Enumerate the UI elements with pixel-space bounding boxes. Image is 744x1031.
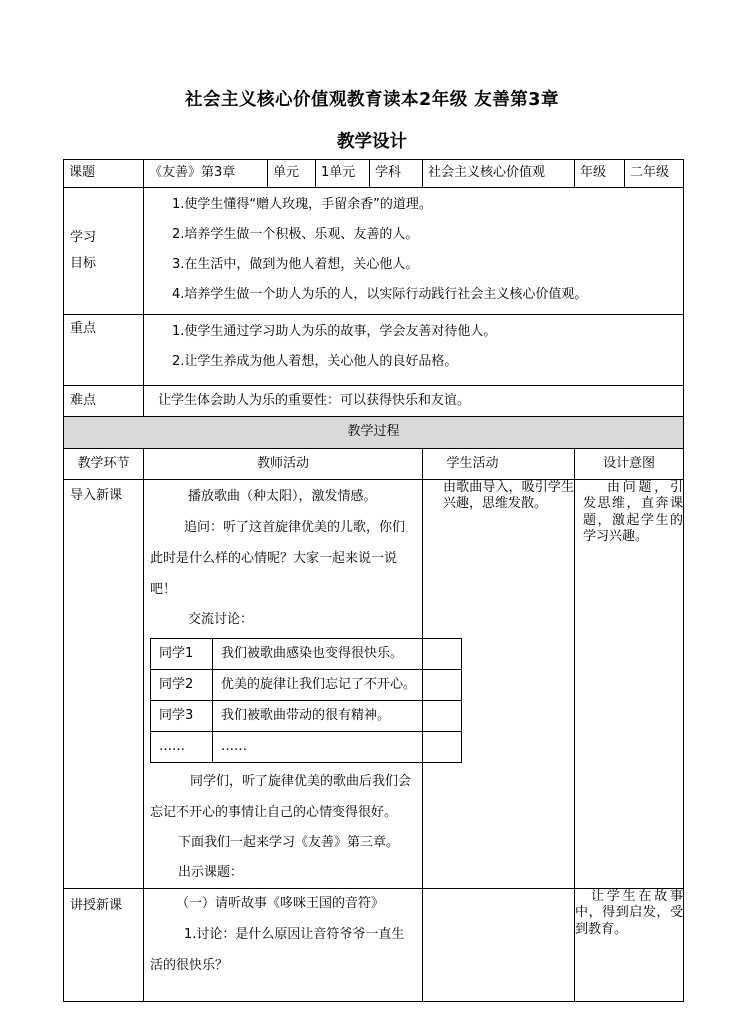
discussion-text: 优美的旋律让我们忘记了不开心。: [213, 670, 462, 701]
goals-row: [64, 188, 684, 315]
difficulty-row: [64, 386, 684, 417]
goal-item: 3.在生活中，做到为他人着想，关心他人。: [172, 257, 419, 272]
lecture-design-intent: [575, 889, 684, 1002]
topic-value: 《友善》第3章: [144, 160, 268, 188]
lecture-paragraph: （一）请听故事《哆咪王国的音符》: [176, 896, 385, 911]
discussion-who: ……: [151, 732, 213, 763]
discussion-row: [151, 670, 462, 701]
intro-paragraph: 交流讨论：: [188, 612, 254, 627]
keypoints-content: [144, 315, 684, 386]
columns-row: [64, 449, 684, 480]
lecture-discussion-text: 1.讨论：是什么原因让音符爷爷一直生活的很快乐？: [150, 927, 405, 973]
goals-label: [64, 188, 144, 315]
lecture-teacher-activity: [144, 889, 423, 1002]
discussion-row: [151, 701, 462, 732]
discussion-who: 同学3: [151, 701, 213, 732]
keypoint-item: 1.使学生通过学习助人为乐的故事，学会友善对待他人。: [172, 324, 497, 339]
goal-item: 2.培养学生做一个积极、乐观、友善的人。: [172, 227, 419, 242]
subject-value: 社会主义核心价值观: [423, 160, 575, 188]
intro-paragraph: 下面我们一起来学习《友善》第三章。: [178, 835, 400, 850]
subject-label: 学科: [370, 160, 423, 188]
discussion-who: 同学1: [151, 639, 213, 670]
document-title: 社会主义核心价值观教育读本2年级 友善第3章: [185, 90, 559, 110]
intro-paragraph: 出示课题：: [178, 865, 244, 880]
header-row: [64, 160, 684, 188]
goals-content: [144, 188, 684, 315]
grade-label: 年级: [575, 160, 625, 188]
keypoint-item: 2.让学生养成为他人着想，关心他人的良好品格。: [172, 354, 458, 369]
lecture-student-activity: [423, 889, 575, 1002]
discussion-who: 同学2: [151, 670, 213, 701]
lecture-stage-text: 讲授新课: [70, 898, 123, 913]
intro-paragraph: 播放歌曲（种太阳），激发情感。: [188, 489, 377, 504]
unit-value: 1单元: [316, 160, 370, 188]
intro-student-activity: 由歌曲导入，吸引学生兴趣，思维发散。: [423, 480, 575, 889]
process-title-row: [64, 417, 684, 449]
lecture-paragraph: [144, 919, 422, 981]
intro-teacher-activity: [144, 480, 423, 889]
col-design: 设计意图: [575, 449, 684, 480]
intro-stage: 导入新课: [64, 480, 144, 889]
process-title: 教学过程: [64, 417, 684, 449]
unit-label: 单元: [268, 160, 316, 188]
difficulty-content: [144, 386, 684, 417]
lecture-stage: [64, 889, 144, 1002]
intro-paragraph: [144, 766, 422, 828]
discussion-text: 我们被歌曲带动的很有精神。: [213, 701, 462, 732]
lecture-design-text: 让学生在故事中，得到启发，受到教育。: [575, 889, 683, 937]
discussion-row: [151, 639, 462, 670]
intro-question-text: 追问：听了这首旋律优美的儿歌，你们此时是什么样的心情呢？大家一起来说一说吧！: [150, 520, 406, 597]
goals-label-line2: 目标: [70, 256, 97, 271]
difficulty-label: 难点: [64, 386, 144, 417]
topic-label: 课题: [64, 160, 144, 188]
discussion-text: ……: [213, 732, 462, 763]
grade-value: 二年级: [625, 160, 684, 188]
intro-paragraph: [144, 512, 422, 605]
col-stage: 教学环节: [64, 449, 144, 480]
discussion-text: 我们被歌曲感染也变得很快乐。: [213, 639, 462, 670]
intro-design-intent: [575, 480, 684, 889]
goal-item: 4.培养学生做一个助人为乐的人，以实际行动践行社会主义核心价值观。: [172, 287, 588, 302]
lecture-row: [64, 889, 684, 1002]
difficulty-text: 让学生体会助人为乐的重要性：可以获得快乐和友谊。: [158, 393, 471, 408]
goal-item: 1.使学生懂得“赠人玫瑰，手留余香”的道理。: [172, 197, 432, 212]
document-subtitle: 教学设计: [337, 132, 407, 152]
intro-design-text: 由问题，引发思维，直奔课题，激起学生的学习兴趣。: [583, 480, 683, 544]
col-teacher: 教师活动: [144, 449, 423, 480]
col-student: 学生活动: [423, 449, 575, 480]
keypoints-row: [64, 315, 684, 386]
discussion-table: [150, 638, 462, 763]
discussion-row: [151, 732, 462, 763]
intro-summary-text: 同学们，听了旋律优美的歌曲后我们会忘记不开心的事情让自己的心情变得很好。: [150, 774, 412, 820]
goals-label-line1: 学习: [70, 230, 97, 245]
lesson-plan-table: [63, 159, 684, 1002]
intro-row: [64, 480, 684, 889]
keypoints-label: 重点: [64, 315, 144, 386]
